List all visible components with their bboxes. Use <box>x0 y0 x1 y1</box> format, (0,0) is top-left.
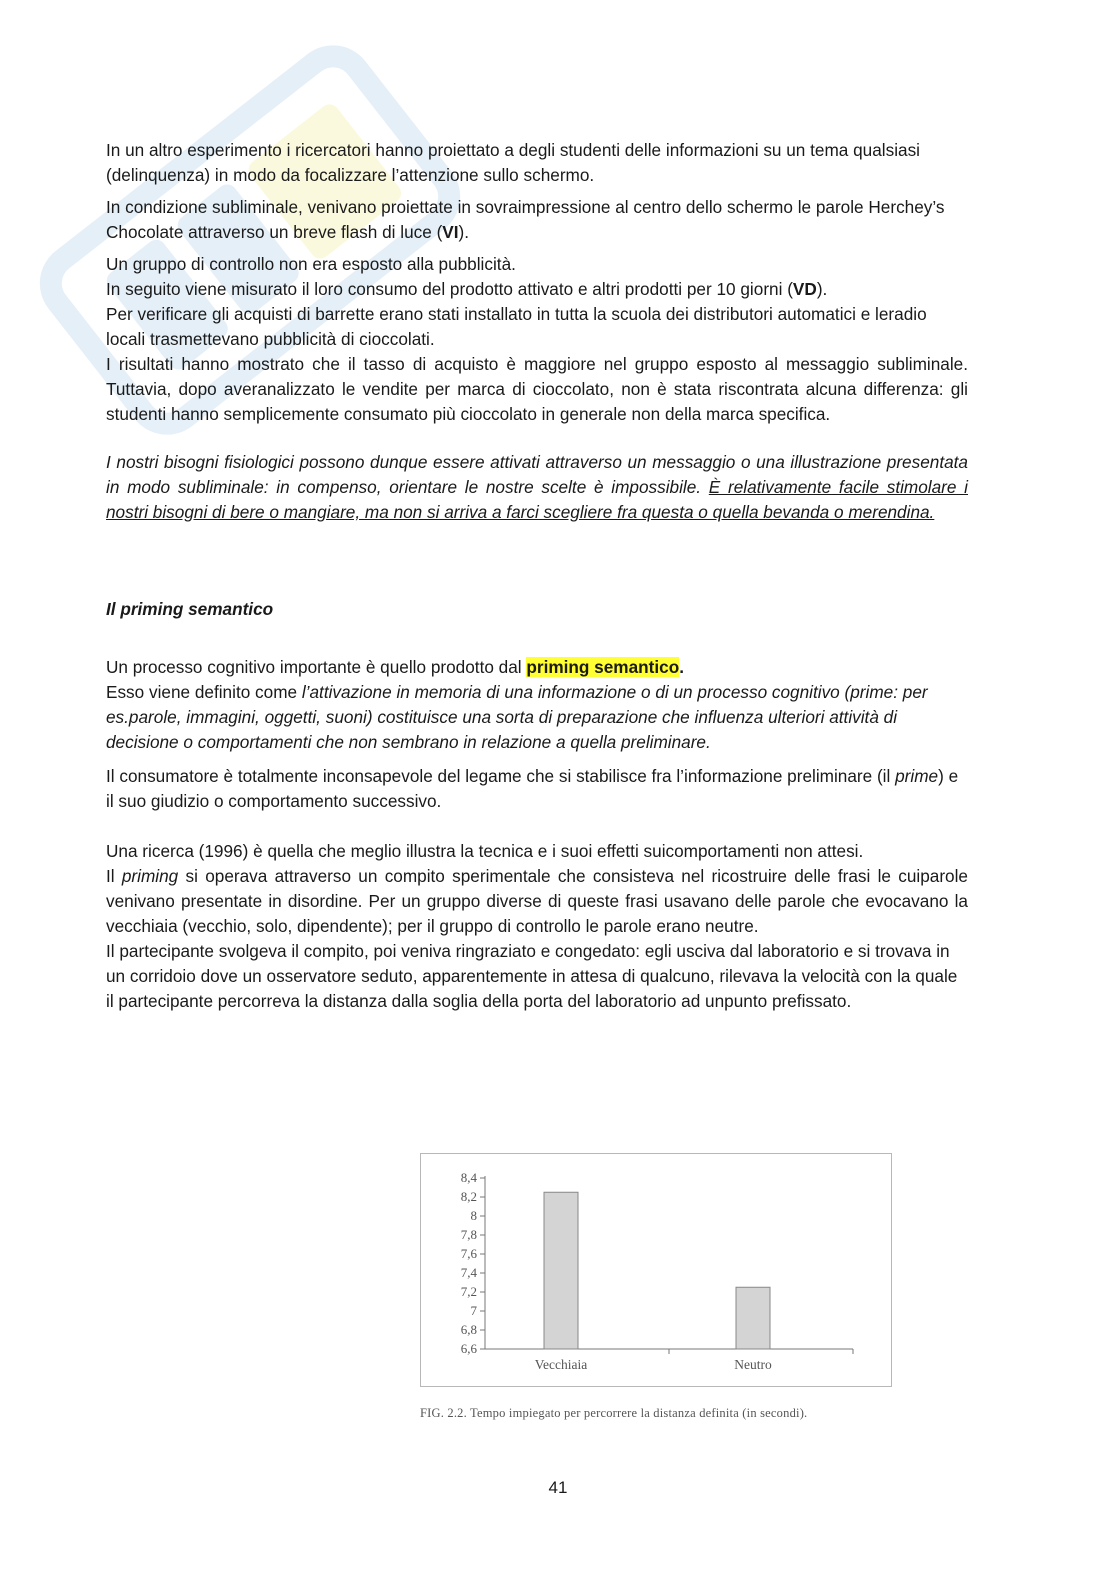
section-heading: Il priming semantico <box>106 599 274 619</box>
y-tick-label: 6,8 <box>460 1322 477 1337</box>
y-tick-label: 7,8 <box>460 1227 477 1242</box>
conclusion-paragraph: I nostri bisogni fisiologici possono dunque essere attivati attraverso un messaggio o una illustrazione presentata in modo subliminale: in compenso, orientare le nostre scelte è impossibile. È relativamente facile stimolare i nostri bisogni di bere o mangiare, ma non si arriva a farci scegliere fra questa o quella bevanda o merendina. <box>106 452 969 522</box>
bar <box>736 1287 770 1349</box>
y-tick-label: 7 <box>470 1303 477 1318</box>
paragraph: Per verificare gli acquisti di barrette erano stati installato in tutta la scuola dei distributori automatici e leradio locali trasmettevano pubblicità di cioccolati. <box>106 304 927 349</box>
paragraph: Il partecipante svolgeva il compito, poi veniva ringraziato e congedato: egli usciva dal laboratorio e si trovava in un corridoio dove un osservatore seduto, apparentemente in attesa di qualcuno, rilevava la velocità con la quale il partecipante percorreva la distanza dalla soglia della porta del laboratorio ad unpunto prefissato. <box>106 941 958 1011</box>
y-tick-label: 8 <box>470 1208 477 1223</box>
figure-caption: FIG. 2.2. Tempo impiegato per percorrere la distanza definita (in secondi). <box>420 1406 808 1420</box>
paragraph: Esso viene definito come l’attivazione in memoria di una informazione o di un processo cognitivo (prime: per es.parole, immagini, oggetti, suoni) costituisce una sorta di preparazione che influenza ulteriori attività di decisione o comportamenti che non sembrano in relazione a quella preliminare. <box>106 682 928 752</box>
paragraph: Un gruppo di controllo non era esposto alla pubblicità. <box>106 254 516 274</box>
y-tick-label: 7,2 <box>460 1284 477 1299</box>
x-tick-label: Vecchiaia <box>534 1357 588 1372</box>
y-tick-label: 7,6 <box>460 1246 477 1261</box>
paragraph: Un processo cognitivo importante è quello prodotto dal priming semantico. <box>106 657 684 677</box>
page-body <box>106 138 968 1014</box>
paragraph: Il priming si operava attraverso un compito sperimentale che consisteva nel ricostruire delle frasi le cuiparole venivano presentate in disordine. Per un gruppo diverse di queste frasi usavano delle parole che evocavano la vecchiaia (vecchio, solo, dipendente); per il gruppo di controllo le parole erano neutre. <box>106 866 968 936</box>
highlighted-term: priming semantico <box>526 657 680 677</box>
y-tick-label: 6,6 <box>460 1341 477 1356</box>
paragraph: In condizione subliminale, venivano proiettate in sovraimpressione al centro dello schermo le parole Herchey’s Chocolate attraverso un breve flash di luce (VI). <box>106 197 945 242</box>
y-tick-label: 8,4 <box>460 1170 477 1185</box>
bar <box>544 1192 578 1349</box>
paragraph: In seguito viene misurato il loro consumo del prodotto attivato e altri prodotti per 10 giorni (VD). <box>106 279 828 299</box>
paragraph: Una ricerca (1996) è quella che meglio illustra la tecnica e i suoi effetti suicomportamenti non attesi. <box>106 841 864 861</box>
y-tick-label: 7,4 <box>460 1265 477 1280</box>
bar-chart <box>421 1154 891 1386</box>
page-number: 41 <box>548 1478 568 1497</box>
x-tick-label: Neutro <box>734 1357 772 1372</box>
paragraph: I risultati hanno mostrato che il tasso di acquisto è maggiore nel gruppo esposto al messaggio subliminale. Tuttavia, dopo averanalizzato le vendite per marca di cioccolato, non è stata riscontrata alcuna differenza: gli studenti hanno semplicemente consumato più cioccolato in generale non della marca specifica. <box>106 354 968 424</box>
paragraph: In un altro esperimento i ricercatori hanno proiettato a degli studenti delle informazioni su un tema qualsiasi (delinquenza) in modo da focalizzare l’attenzione sullo schermo. <box>106 140 920 185</box>
bar-chart-figure <box>420 1153 892 1387</box>
paragraph: Il consumatore è totalmente inconsapevole del legame che si stabilisce fra l’informazione preliminare (il prime) e il suo giudizio o comportamento successivo. <box>106 766 959 811</box>
y-tick-label: 8,2 <box>460 1189 477 1204</box>
